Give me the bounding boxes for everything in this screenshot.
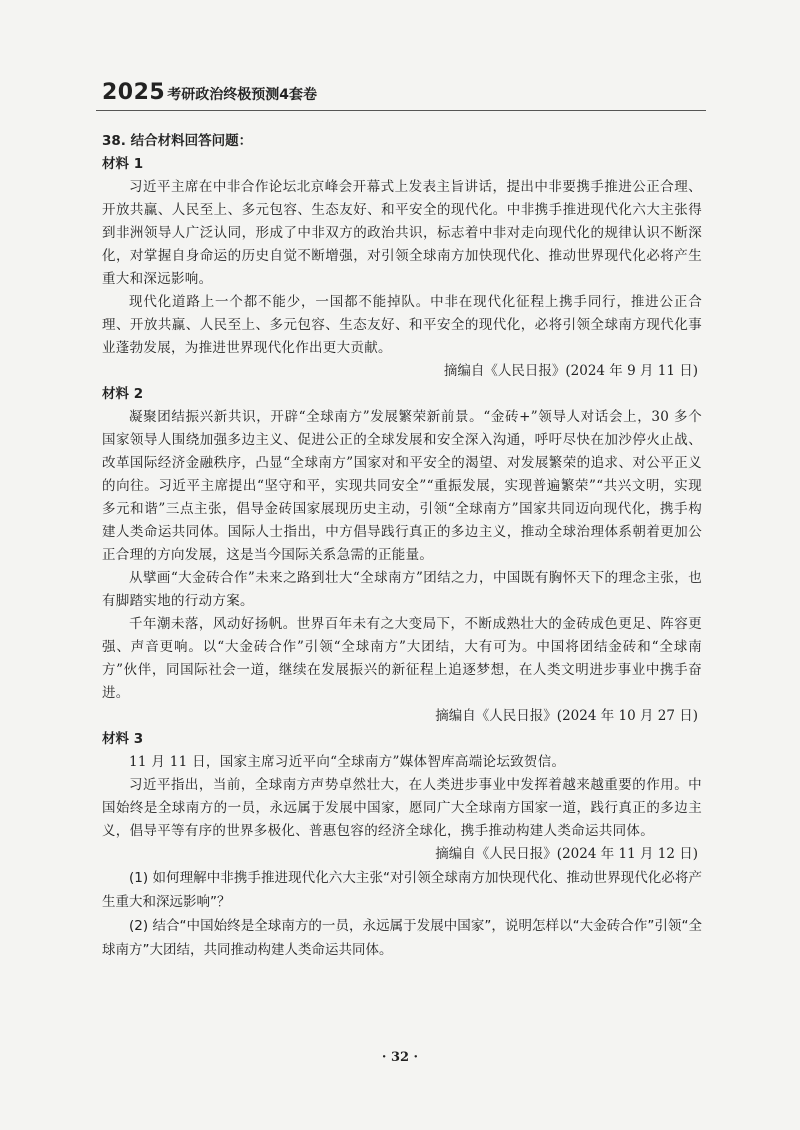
material-2-title: 材料 2 — [102, 386, 144, 402]
material-2-paragraph: 从擘画“大金砖合作”未来之路到壮大“全球南方”团结之力，中国既有胸怀天下的理念主张，也有脚踏实地的行动方案。 — [102, 570, 702, 609]
material-1-source: 摘编自《人民日报》(2024 年 9 月 11 日) — [443, 363, 698, 379]
material-1-paragraph: 习近平主席在中非合作论坛北京峰会开幕式上发表主旨讲话，提出中非要携手推进公正合理、开放共赢、人民至上、多元包容、生态友好、和平安全的现代化。中非携手推进现代化六大主张得到非洲领导人广泛认同，形成了中非双方的政治共识，标志着中非对走向现代化的规律认识不断深化，对掌握自身命运的历史自觉不断增强，对引领全球南方加快现代化、推动世界现代化必将产生重大和深远影响。 — [102, 179, 702, 287]
material-1-paragraph: 现代化道路上一个都不能少，一国都不能掉队。中非在现代化征程上携手同行，推进公正合理、开放共赢、人民至上、多元包容、生态友好、和平安全的现代化，必将引领全球南方现代化事业蓬勃发展，为推进世界现代化作出更大贡献。 — [102, 294, 702, 356]
question-stem: 38. 结合材料回答问题： — [102, 133, 253, 149]
material-2-source: 摘编自《人民日报》(2024 年 10 月 27 日) — [435, 708, 698, 724]
material-3-paragraph: 11 月 11 日，国家主席习近平向“全球南方”媒体智库高端论坛致贺信。 — [129, 754, 566, 770]
header-title: 考研政治终极预测4套卷 — [167, 87, 317, 103]
material-3-title: 材料 3 — [102, 731, 144, 747]
sub-question-1: (1) 如何理解中非携手推进现代化六大主张“对引领全球南方加快现代化、推动世界现代化必将产生重大和深远影响”？ — [102, 870, 702, 910]
material-1-title: 材料 1 — [102, 156, 144, 172]
material-2-paragraph: 凝聚团结振兴新共识，开辟“全球南方”发展繁荣新前景。“金砖+”领导人对话会上，30 多个国家领导人围绕加强多边主义、促进公正的全球发展和安全深入沟通，呼吁尽快在加沙停火止战、改革国际经济金融秩序，凸显“全球南方”国家对和平安全的渴望、对发展繁荣的追求、对公平正义的向往。习近平主席提出“坚守和平，实现共同安全”“重振发展，实现普遍繁荣”“共兴文明，实现多元和谐”三点主张，倡导金砖国家展现历史主动，引领“全球南方”国家共同迈向现代化，携手构建人类命运共同体。国际人士指出，中方倡导践行真正的多边主义，推动全球治理体系朝着更加公正合理的方向发展，这是当今国际关系急需的正能量。 — [102, 409, 702, 563]
page-header — [102, 80, 317, 105]
material-2-paragraph: 千年潮未落，风动好扬帆。世界百年未有之大变局下，不断成熟壮大的金砖成色更足、阵容更强、声音更响。以“大金砖合作”引领“全球南方”大团结，大有可为。中国将团结金砖和“全球南方”伙伴，同国际社会一道，继续在发展振兴的新征程上追逐梦想，在人类文明进步事业中携手奋进。 — [102, 616, 702, 701]
sub-question-2: (2) 结合“中国始终是全球南方的一员，永远属于发展中国家”，说明怎样以“大金砖合作”引领“全球南方”大团结，共同推动构建人类命运共同体。 — [102, 918, 702, 958]
material-3-source: 摘编自《人民日报》(2024 年 11 月 12 日) — [435, 846, 698, 862]
page-number: · 32 · — [381, 1050, 419, 1065]
header-year: 2025 — [102, 80, 166, 105]
material-3-paragraph: 习近平指出，当前，全球南方声势卓然壮大，在人类进步事业中发挥着越来越重要的作用。中国始终是全球南方的一员，永远属于发展中国家，愿同广大全球南方国家一道，践行真正的多边主义，倡导平等有序的世界多极化、普惠包容的经济全球化，携手推动构建人类命运共同体。 — [102, 777, 702, 839]
question-body — [102, 130, 702, 962]
header-divider — [96, 110, 706, 111]
